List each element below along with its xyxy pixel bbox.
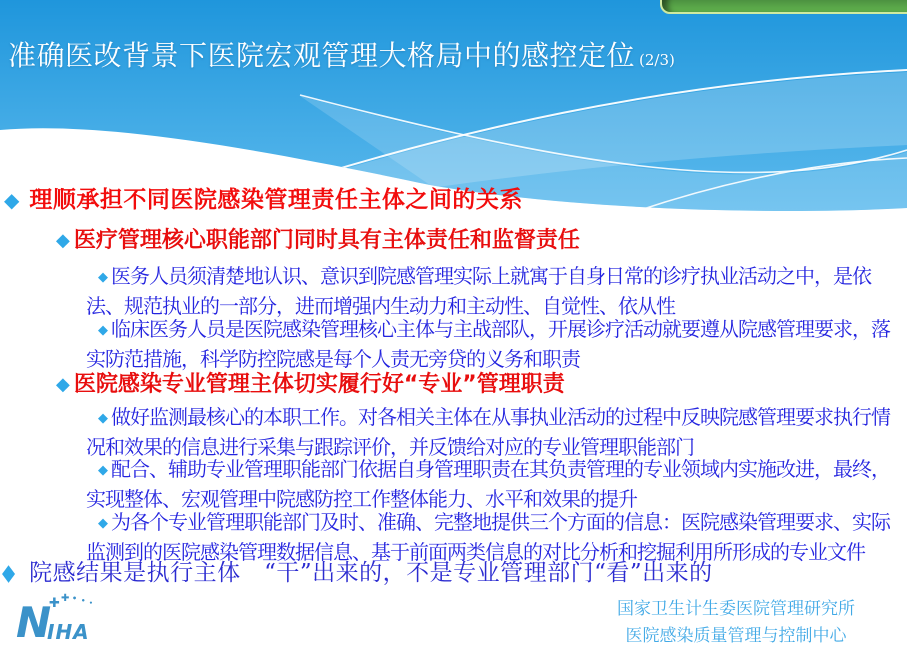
sparkle-icon: • — [72, 594, 78, 603]
logo-letters-iha: IHA — [47, 620, 90, 644]
logo-letter-n: N — [16, 598, 52, 647]
diamond-bullet-icon: ◆ — [2, 559, 16, 587]
sparkle-icon: • — [89, 600, 93, 607]
body-paragraph — [86, 263, 900, 319]
footer-org-line2: 医院感染质量管理与控制中心 — [625, 626, 847, 646]
diamond-bullet-icon: ◆ — [4, 188, 20, 212]
heading-level2-a-text: 医疗管理核心职能部门同时具有主体责任和监督责任 — [73, 228, 580, 253]
body-paragraph-text: 临床医务人员是医院感染管理核心主体与主战部队，开展诊疗活动就要遵从院感管理要求，落实防范措施，科学防控院感是每个人责无旁贷的义务和职责 — [86, 317, 890, 371]
body-paragraph — [86, 316, 900, 372]
body-paragraph — [86, 509, 900, 565]
heading-level1 — [4, 186, 523, 214]
sparkle-icon: ✚ — [61, 593, 70, 604]
body-paragraph-text: 配合、辅助专业管理职能部门依据自身管理职责在其负责管理的专业领域内实施改进，最终，实现整体、宏观管理中院感防控工作整体能力、水平和效果的提升 — [86, 457, 890, 511]
sparkle-icon: ✚ — [49, 596, 60, 611]
body-paragraph-text: 做好监测最核心的本职工作。对各相关主体在从事执业活动的过程中反映院感管理要求执行情况和效果的信息进行采集与跟踪评价，并反馈给对应的专业管理职能部门 — [86, 405, 890, 459]
closing-statement-text: 院感结果是执行主体 “干”出来的，不是专业管理部门“看”出来的 — [29, 560, 713, 586]
diamond-bullet-icon: ◆ — [56, 374, 70, 395]
diamond-bullet-icon: ◆ — [98, 323, 108, 338]
diamond-bullet-icon: ◆ — [98, 516, 108, 531]
page-number-marker: (2/3) — [639, 51, 675, 69]
body-paragraph-text: 医务人员须清楚地认识、意识到院感管理实际上就寓于自身日常的诊疗执业活动之中，是依法、规范执业的一部分，进而增强内生动力和主动性、自觉性、依从性 — [86, 264, 871, 318]
page-title — [8, 34, 888, 74]
sparkle-icon: • — [81, 597, 86, 605]
top-right-tab — [660, 0, 907, 14]
heading-level1-text: 理顺承担不同医院感染管理责任主体之间的关系 — [29, 187, 523, 213]
heading-level2-a — [56, 227, 580, 255]
footer-organization — [571, 596, 901, 650]
closing-statement — [2, 558, 713, 588]
body-paragraph — [86, 456, 900, 512]
diamond-bullet-icon: ◆ — [98, 270, 108, 285]
body-paragraph-text: 为各个专业管理职能部门及时、准确、完整地提供三个方面的信息：医院感染管理要求、实际监测到的医院感染管理数据信息、基于前面两类信息的对比分析和挖掘利用所形成的专业文件 — [86, 510, 890, 564]
heading-level2-b-text: 医院感染专业管理主体切实履行好“专业”管理职责 — [73, 372, 565, 397]
diamond-bullet-icon: ◆ — [56, 230, 70, 251]
diamond-bullet-icon: ◆ — [98, 463, 108, 478]
diamond-bullet-icon: ◆ — [98, 411, 108, 426]
page-title-text: 准确医改背景下医院宏观管理大格局中的感控定位 — [8, 39, 636, 72]
footer-org-line1: 国家卫生计生委医院管理研究所 — [617, 599, 855, 619]
heading-level2-b — [56, 371, 565, 399]
niha-logo — [16, 593, 156, 652]
body-paragraph — [86, 404, 900, 460]
